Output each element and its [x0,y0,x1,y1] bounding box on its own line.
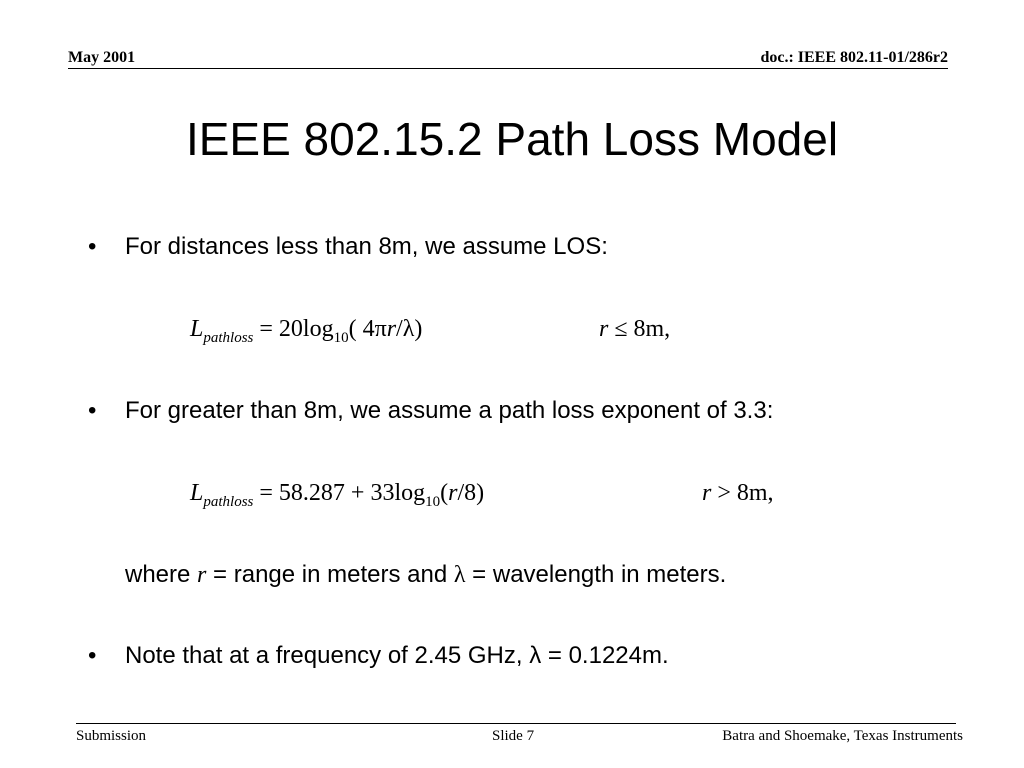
eq2-rhs-open: ( [440,480,449,506]
footer-slide-number: Slide 7 [492,728,535,744]
slide-title: IEEE 802.15.2 Path Loss Model [185,113,839,165]
bullet-marker: • [88,397,97,424]
bullet-los: For distances less than 8m, we assume LOS: [125,233,608,260]
where-var-r: r [197,562,207,588]
eq2-rhs-close: /8) [457,480,485,506]
cond1-var: r [599,316,609,342]
eq1-rhs-close: /λ) [396,316,423,342]
where-part2: = range in meters and [206,561,454,588]
eq2-rhs-prefix: = 58.287 + 33log [253,480,426,506]
cond2-rest: > 8m, [711,480,774,506]
header-doc-id: doc.: IEEE 802.11-01/286r2 [760,49,948,66]
eq1-rhs-open: ( 4π [348,316,387,342]
header-divider [68,68,948,69]
condition-nlos [702,478,774,508]
equation-nlos [190,478,484,508]
eq1-subscript: pathloss [203,330,254,346]
eq1-symbol: L [190,316,204,342]
footer-divider [76,723,956,724]
cond2-var: r [702,480,712,506]
eq1-rhs-prefix: = 20log [253,316,334,342]
bullet-marker: • [88,642,97,669]
bullet-marker: • [88,233,97,260]
eq2-subscript: pathloss [203,494,254,510]
eq1-var-r: r [386,316,397,342]
condition-los [599,314,670,344]
where-lambda: λ [453,562,466,588]
where-part3: = wavelength in meters. [465,561,727,588]
eq2-log-base: 10 [425,494,441,510]
footer-submission: Submission [76,728,147,744]
header-date: May 2001 [68,49,136,66]
where-part1: where [125,561,198,588]
bullet-nlos: For greater than 8m, we assume a path loss exponent of 3.3: [125,397,774,424]
eq1-log-base: 10 [333,330,349,346]
bullet-frequency-note: Note that at a frequency of 2.45 GHz, λ = 0.1224m. [125,642,669,669]
eq2-symbol: L [190,480,204,506]
where-line [125,560,726,590]
eq2-var-r: r [448,480,458,506]
footer-authors: Batra and Shoemake, Texas Instruments [722,728,963,744]
cond1-rest: ≤ 8m, [608,316,671,342]
equation-los [190,314,422,344]
